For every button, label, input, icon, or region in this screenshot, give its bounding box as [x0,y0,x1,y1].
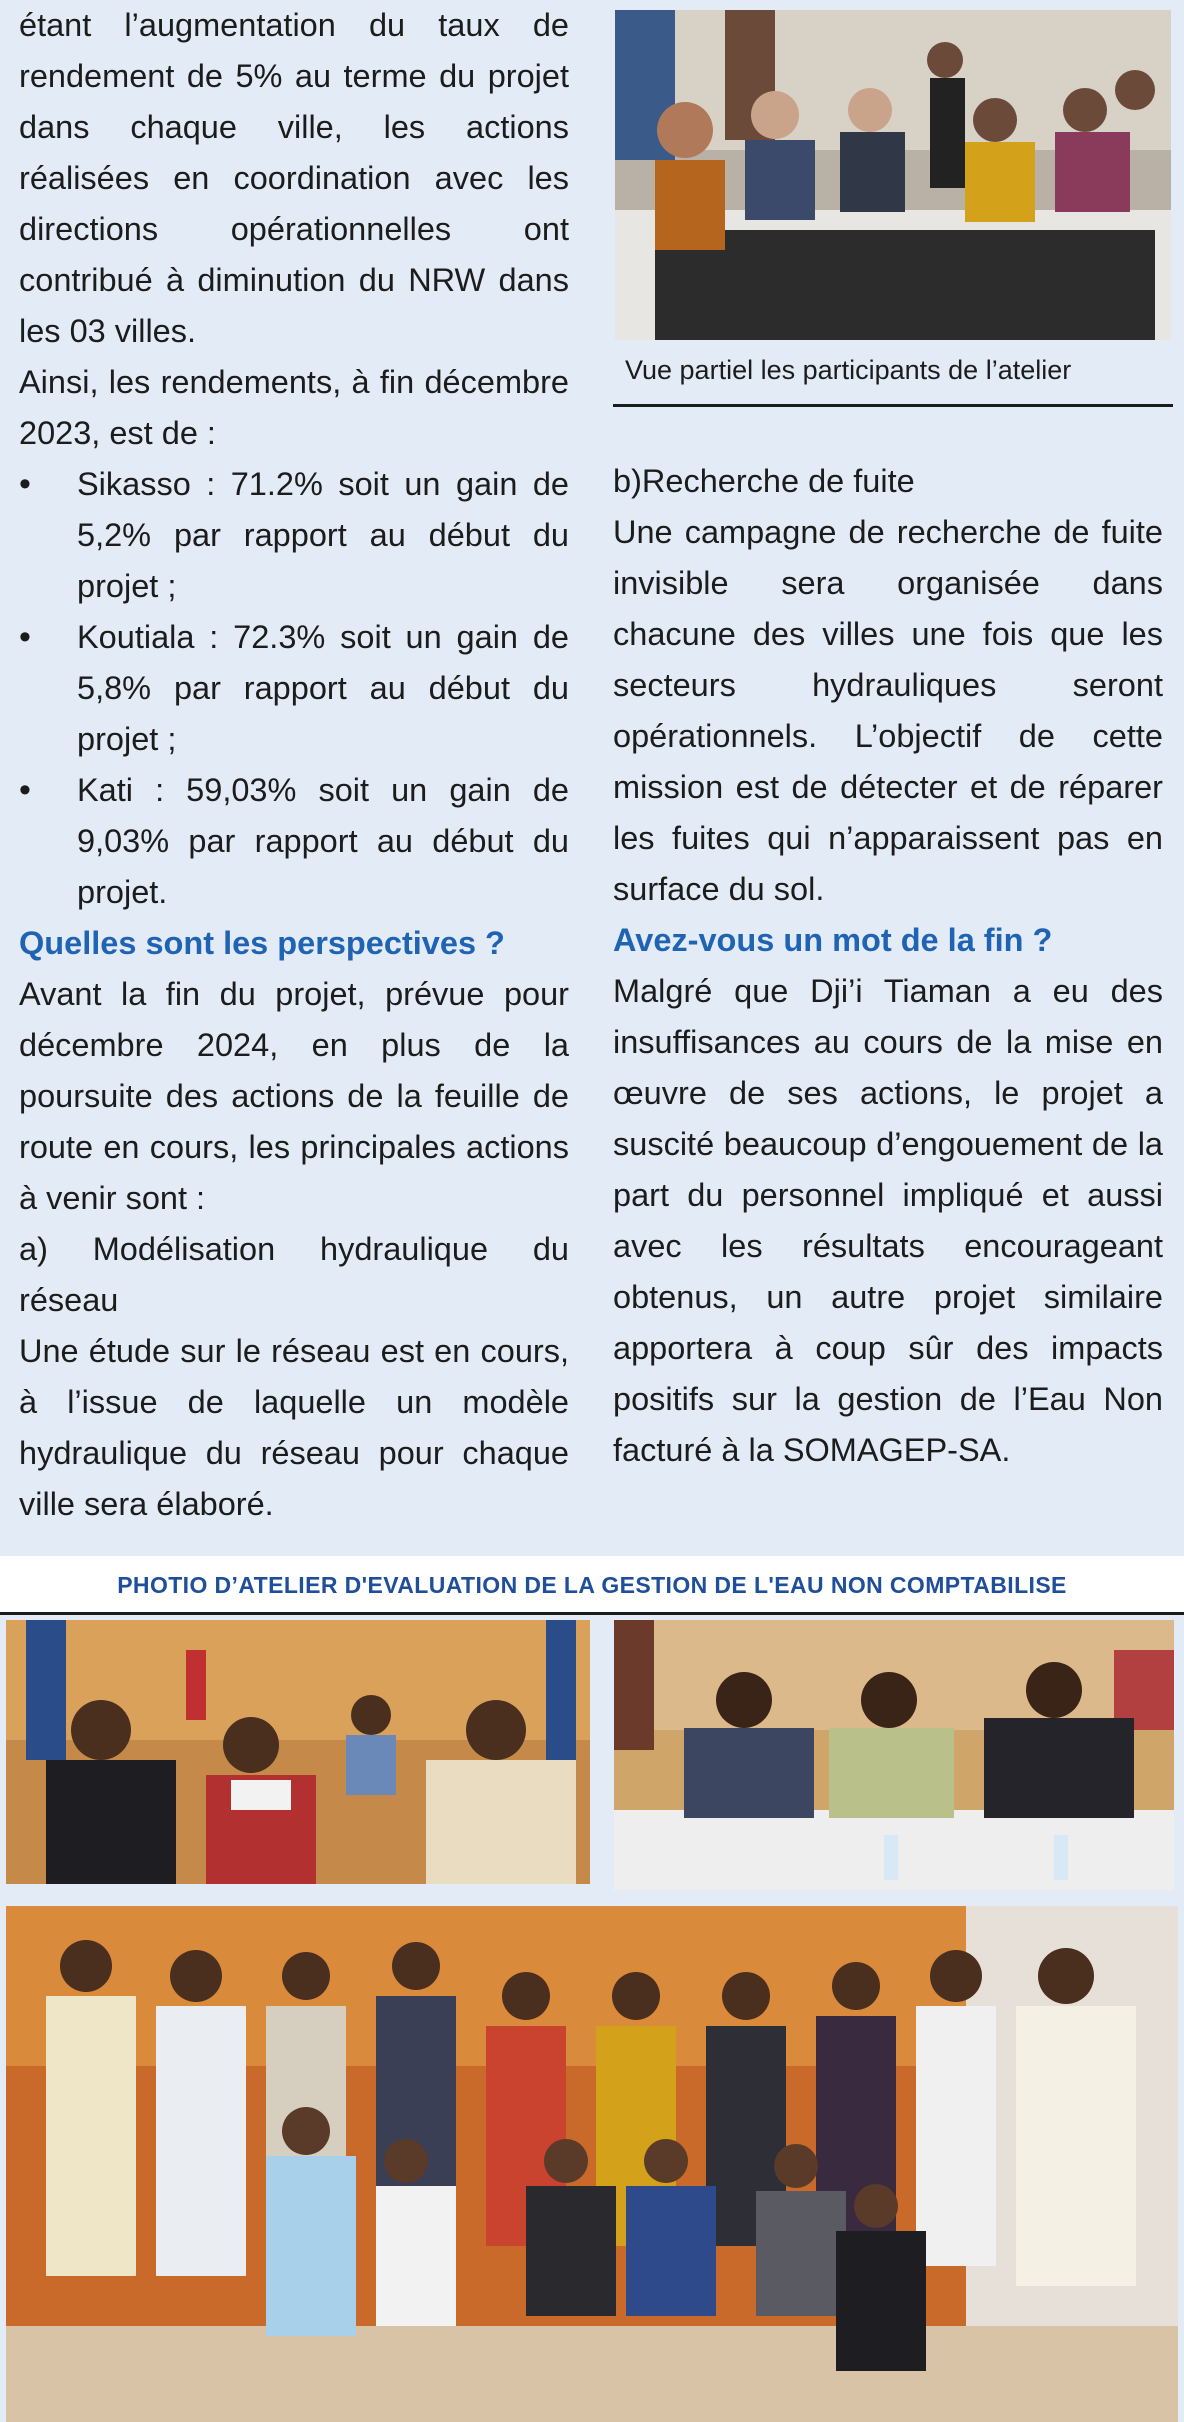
bullet-text: Kati : 59,03% soit un gain de 9,03% par rapport au début du projet. [77,772,569,910]
bullet-item-koutiala [19,612,569,765]
caption-divider [613,404,1173,407]
bullet-icon: • [19,465,31,503]
bullet-icon: • [19,618,31,656]
bullet-item-sikasso [19,459,569,612]
subsection-b-title: b)Recherche de fuite [613,463,915,499]
perspectives-heading: Quelles sont les perspectives ? [19,925,505,961]
workshop-photo-right [614,1620,1174,1890]
workshop-participants-photo [615,10,1171,340]
closing-heading: Avez-vous un mot de la fin ? [613,922,1053,958]
subsection-a-title: a) Modélisation hydraulique du réseau [19,1231,569,1318]
workshop-photo-left [6,1620,590,1884]
bullet-text: Koutiala : 72.3% soit un gain de 5,8% par rapport au début du projet ; [77,619,569,757]
bullet-text: Sikasso : 71.2% soit un gain de 5,2% par rapport au début du projet ; [77,466,569,604]
bullet-icon: • [19,771,31,809]
perspectives-paragraph: Avant la fin du projet, prévue pour décembre 2024, en plus de la poursuite des actions de la feuille de route en cours, les principales actions à venir sont : [19,976,569,1216]
photo-band-header [0,1556,1184,1614]
left-column [19,0,569,1530]
photo-band-title: PHOTIO D’ATELIER D'EVALUATION DE LA GESTION DE L'EAU NON COMPTABILISE [117,1571,1067,1598]
closing-paragraph: Malgré que Dji’i Tiaman a eu des insuffisances au cours de la mise en œuvre de ses actions, le projet a suscité beaucoup d’engouement de la part du personnel impliqué et aussi avec les résultats encourageant obtenus, un autre projet similaire apportera à coup sûr des impacts positifs sur la gestion de l’Eau Non facturé à la SOMAGEP-SA. [613,973,1163,1468]
right-column [613,456,1163,1476]
bullet-item-kati [19,765,569,918]
summary-lead: Ainsi, les rendements, à fin décembre 2023, est de : [19,364,569,451]
subsection-b-paragraph: Une campagne de recherche de fuite invisible sera organisée dans chacune des villes une fois que les secteurs hydrauliques seront opérationnels. L’objectif de cette mission est de détecter et de réparer les fuites qui n’apparaissent pas en surface du sol. [613,514,1163,907]
subsection-a-paragraph: Une étude sur le réseau est en cours, à l’issue de laquelle un modèle hydraulique du réseau pour chaque ville sera élaboré. [19,1333,569,1522]
group-photo [6,1906,1178,2422]
intro-paragraph: étant l’augmentation du taux de rendement de 5% au terme du projet dans chaque ville, les actions réalisées en coordination avec les directions opérationnelles ont contribué à diminution du NRW dans les 03 villes. [19,7,569,349]
photo-band-divider [0,1612,1184,1615]
photo-caption: Vue partiel les participants de l’atelier [625,355,1072,385]
